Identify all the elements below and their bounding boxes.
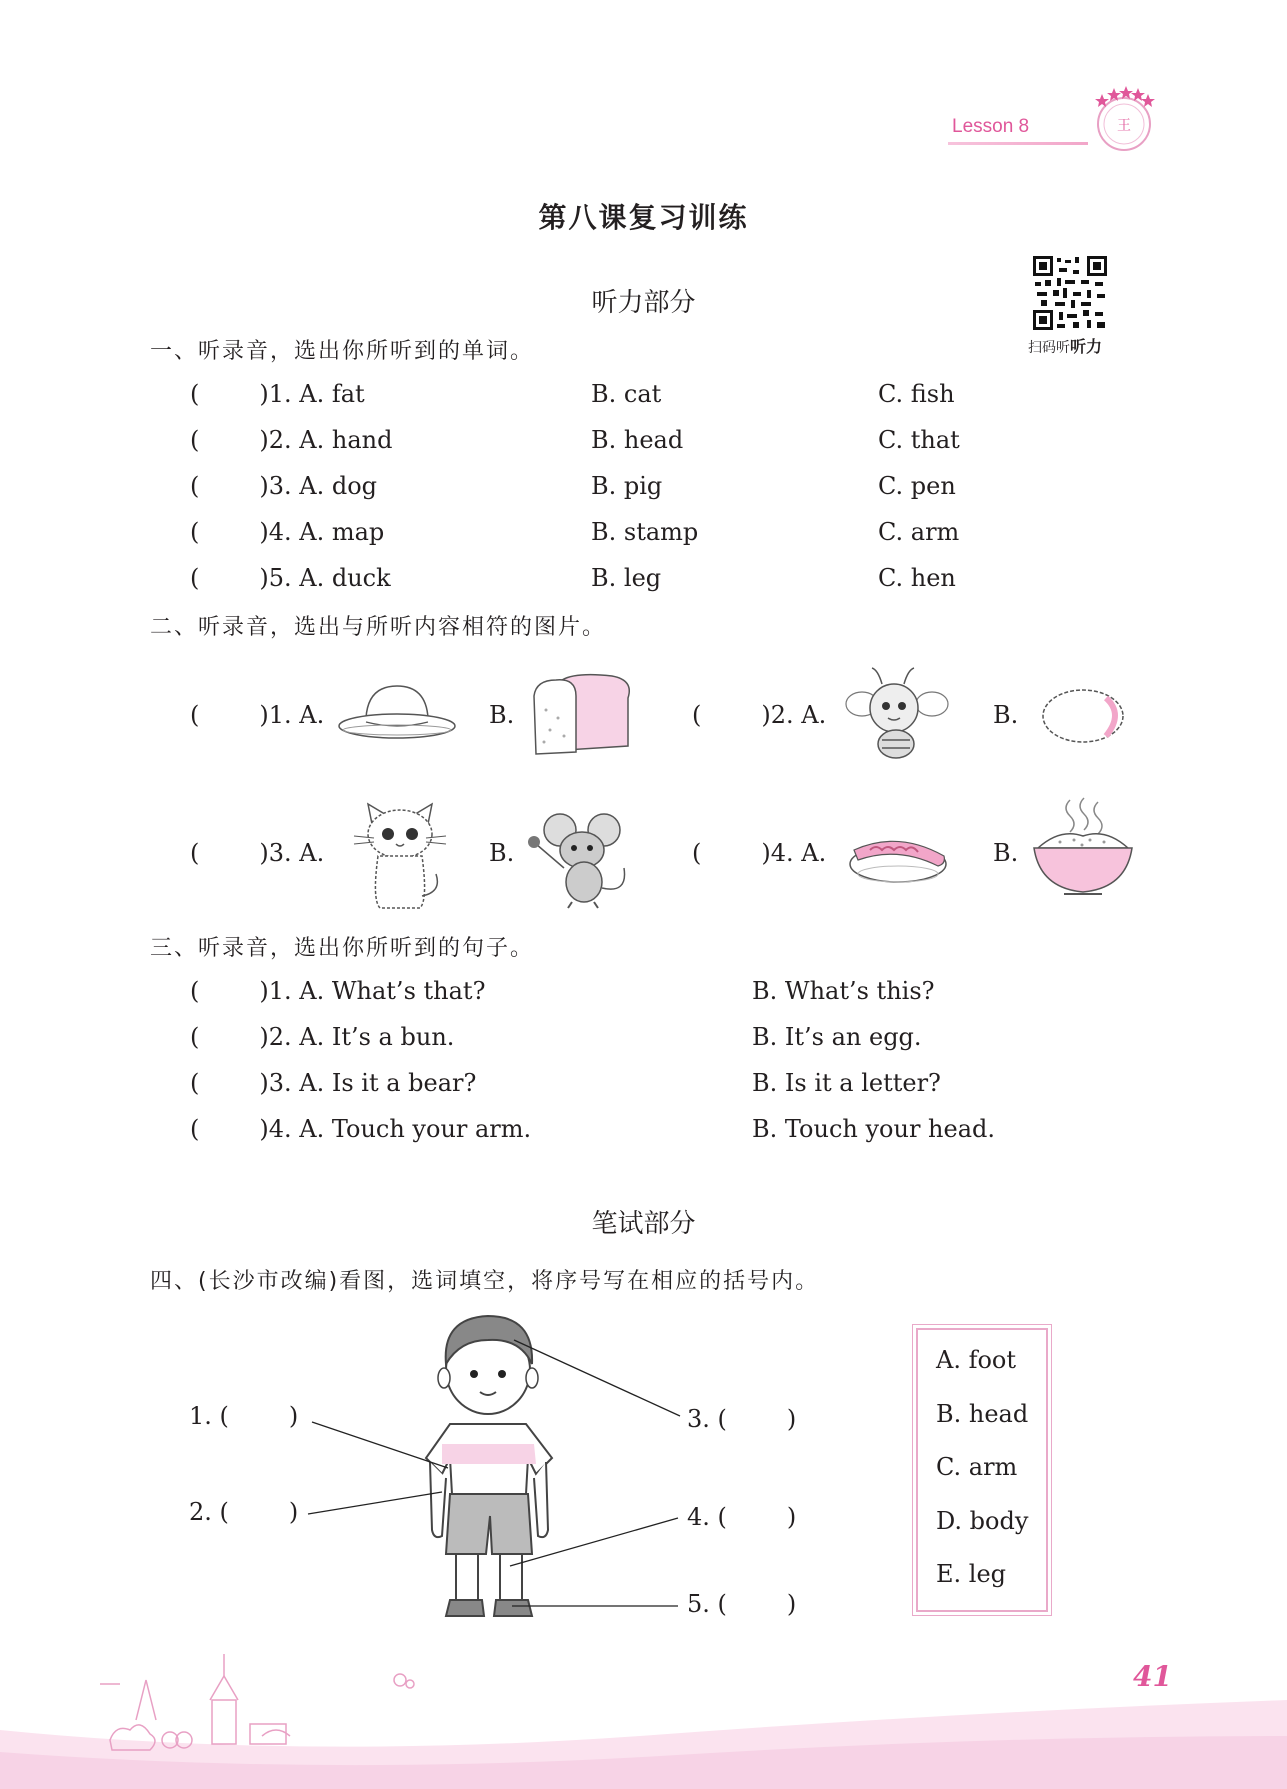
label-4-open: 4. ( (687, 1503, 727, 1531)
label-2-open: 2. ( (189, 1498, 229, 1526)
part1-row (190, 380, 365, 408)
answer-paren: ( (190, 380, 200, 408)
part3-row (190, 1115, 531, 1143)
option-b: B. stamp (591, 518, 699, 546)
option-c: C. that (878, 426, 960, 454)
mouse-icon (524, 808, 642, 910)
label-1-close: ) (288, 1402, 299, 1430)
label-3[interactable] (687, 1405, 796, 1433)
egg-icon (1040, 686, 1126, 746)
option-b: B. head (591, 426, 684, 454)
label-3-open: 3. ( (687, 1405, 727, 1433)
word-bank-item: E. leg (936, 1560, 1007, 1588)
option-a: )3. A. Is it a bear? (259, 1069, 477, 1097)
question-text: )3. A. (259, 839, 325, 867)
option-b: B. Touch your head. (752, 1115, 995, 1143)
option-c: C. pen (878, 472, 956, 500)
option-c: C. hen (878, 564, 956, 592)
answer-paren: ( (190, 1023, 200, 1051)
qr-caption (1028, 334, 1102, 357)
label-2-close: ) (288, 1498, 299, 1526)
lesson-label: Lesson 8 (952, 116, 1030, 137)
answer-paren: ( (190, 977, 200, 1005)
option-b-label: B. (489, 839, 515, 867)
option-a: )4. A. Touch your arm. (259, 1115, 532, 1143)
label-3-close: ) (786, 1405, 797, 1433)
option-b-label: B. (993, 839, 1019, 867)
hat-icon (336, 678, 458, 750)
label-1[interactable] (189, 1402, 298, 1430)
question-text: )4. A. (761, 839, 827, 867)
part4-heading: 四、(长沙市改编)看图，选词填空，将序号写在相应的括号内。 (150, 1269, 820, 1294)
option-b: B. leg (591, 564, 662, 592)
option-a: )2. A. It’s a bun. (259, 1023, 455, 1051)
part1-heading: 一、听录音，选出你所听到的单词。 (150, 339, 535, 364)
svg-text:王: 王 (1117, 118, 1131, 134)
question-text: )1. A. fat (259, 380, 365, 408)
writing-section-title: 笔试部分 (591, 1209, 696, 1239)
page-number: 41 (1133, 1660, 1172, 1693)
word-bank-item: A. foot (936, 1346, 1017, 1374)
label-1-open: 1. ( (189, 1402, 229, 1430)
part2-heading: 二、听录音，选出与所听内容相符的图片。 (150, 615, 607, 640)
question-text: )3. A. dog (259, 472, 378, 500)
hotdog-icon (846, 820, 952, 890)
page-title: 第八课复习训练 (538, 201, 749, 234)
question-text: )1. A. (259, 701, 325, 729)
word-bank-item: D. body (936, 1507, 1029, 1535)
option-b: B. pig (591, 472, 663, 500)
question-text: )2. A. (761, 701, 827, 729)
question-text: )2. A. hand (259, 426, 393, 454)
label-4-close: ) (786, 1503, 797, 1531)
label-5-open: 5. ( (687, 1590, 727, 1618)
answer-paren: ( (190, 1069, 200, 1097)
question-text: )5. A. duck (259, 564, 391, 592)
answer-paren: ( (190, 518, 200, 546)
label-4[interactable] (687, 1503, 796, 1531)
answer-paren: ( (190, 472, 200, 500)
part3-row (190, 1069, 476, 1097)
part3-row (190, 1023, 454, 1051)
part3-row (190, 977, 485, 1005)
answer-paren: ( (692, 839, 702, 867)
option-b: B. What’s this? (752, 977, 935, 1005)
word-bank-item: B. head (936, 1400, 1029, 1428)
option-c: C. fish (878, 380, 955, 408)
part1-row (190, 426, 392, 454)
answer-paren: ( (692, 701, 702, 729)
option-c: C. arm (878, 518, 960, 546)
footer-wave (0, 1640, 1287, 1789)
option-b: B. cat (591, 380, 662, 408)
cat-icon (350, 800, 450, 912)
part2-item-3 (190, 839, 324, 867)
answer-paren: ( (190, 1115, 200, 1143)
part1-row (190, 472, 377, 500)
option-b-label: B. (993, 701, 1019, 729)
question-text: )4. A. map (259, 518, 385, 546)
answer-paren: ( (190, 426, 200, 454)
answer-paren: ( (190, 564, 200, 592)
rice-bowl-icon (1030, 796, 1136, 900)
label-2[interactable] (189, 1498, 298, 1526)
option-a: )1. A. What’s that? (259, 977, 486, 1005)
part1-row (190, 518, 384, 546)
answer-paren: ( (190, 701, 200, 729)
part1-row (190, 564, 391, 592)
part2-item-2 (692, 701, 826, 729)
header-logo (1088, 84, 1160, 156)
label-5-close: ) (786, 1590, 797, 1618)
option-b-label: B. (489, 701, 515, 729)
bee-icon (842, 664, 952, 764)
label-5[interactable] (687, 1590, 796, 1618)
part3-heading: 三、听录音，选出你所听到的句子。 (150, 936, 535, 961)
part2-item-4 (692, 839, 826, 867)
option-b: B. It’s an egg. (752, 1023, 922, 1051)
bread-icon (526, 670, 638, 758)
word-bank-item: C. arm (936, 1453, 1018, 1481)
boy-illustration (180, 1308, 820, 1628)
part2-item-1 (190, 701, 324, 729)
answer-paren: ( (190, 839, 200, 867)
qr-caption-big: 听力 (1070, 337, 1103, 356)
listening-section-title: 听力部分 (591, 288, 696, 318)
option-b: B. Is it a letter? (752, 1069, 941, 1097)
header-rule (948, 142, 1088, 145)
qr-caption-small: 扫码听 (1028, 340, 1070, 356)
